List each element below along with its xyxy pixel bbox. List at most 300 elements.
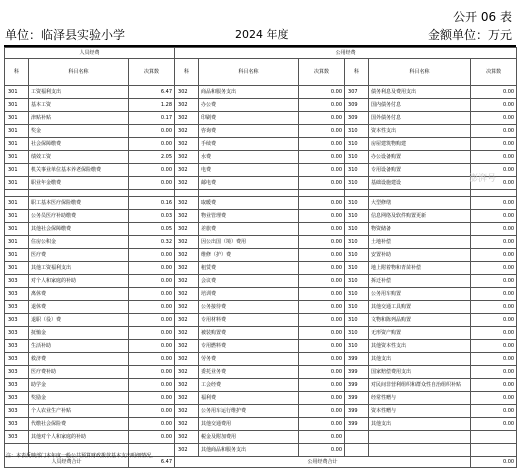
cell-code: 301 — [5, 151, 29, 164]
cell-code: 399 — [345, 392, 369, 405]
cell-name: 办公费 — [199, 99, 299, 112]
cell-name: 水费 — [199, 151, 299, 164]
cell-name: 个人农业生产补贴 — [29, 405, 129, 418]
cell-code: 399 — [345, 366, 369, 379]
cell-amount: 0.32 — [129, 236, 175, 249]
cell-code: 301 — [5, 210, 29, 223]
cell-amount: 0.00 — [299, 275, 345, 288]
table-row — [5, 392, 517, 405]
spacer-cell — [299, 190, 345, 197]
cell-code: 302 — [175, 327, 199, 340]
spacer-cell — [5, 190, 29, 197]
cell-code: 302 — [175, 405, 199, 418]
cell-amount: 0.00 — [129, 275, 175, 288]
table-row — [5, 164, 517, 177]
cell-name: 电费 — [199, 164, 299, 177]
cell-name: 绩效工资 — [29, 151, 129, 164]
cell-code: 302 — [175, 275, 199, 288]
table-row — [5, 249, 517, 262]
cell-code: 301 — [5, 262, 29, 275]
public-total-value: 0.00 — [471, 457, 517, 468]
cell-amount: 0.00 — [299, 314, 345, 327]
cell-amount: 0.00 — [129, 314, 175, 327]
cell-name: 公务用车运行维护费 — [199, 405, 299, 418]
spacer-cell — [29, 190, 129, 197]
cell-amount: 0.00 — [299, 301, 345, 314]
cell-amount: 0.00 — [471, 353, 517, 366]
spacer-cell — [129, 190, 175, 197]
expenditure-table — [4, 47, 517, 468]
cell-name: 工资福利支出 — [29, 86, 129, 99]
cell-name: 劳务费 — [199, 353, 299, 366]
cell-name: 地上附着物和青苗补偿 — [369, 262, 471, 275]
cell-name: 专用燃料费 — [199, 340, 299, 353]
cell-code: 303 — [5, 301, 29, 314]
spacer-cell — [471, 190, 517, 197]
cell-code: 309 — [345, 99, 369, 112]
table-row — [5, 138, 517, 151]
cell-name: 国外债务付息 — [369, 112, 471, 125]
cell-amount: 0.00 — [129, 392, 175, 405]
cell-code: 303 — [5, 392, 29, 405]
report-header — [0, 26, 522, 42]
cell-name: 拆迁补偿 — [369, 275, 471, 288]
cell-name: 其他社会保障缴费 — [29, 223, 129, 236]
cell-amount: 0.00 — [299, 418, 345, 431]
cell-name — [369, 431, 471, 444]
cell-amount: 0.00 — [129, 301, 175, 314]
table-row — [5, 99, 517, 112]
cell-amount: 0.00 — [129, 366, 175, 379]
table-row — [5, 86, 517, 99]
cell-name: 土地补偿 — [369, 236, 471, 249]
cell-name — [369, 444, 471, 457]
cell-code: 301 — [5, 86, 29, 99]
col-amount: 决算数 — [471, 59, 517, 86]
cell-name: 资本性赠与 — [369, 405, 471, 418]
cell-code: 310 — [345, 262, 369, 275]
cell-code: 301 — [5, 249, 29, 262]
cell-code: 301 — [5, 138, 29, 151]
cell-name: 助学金 — [29, 379, 129, 392]
cell-name: 对个人和家庭的补助 — [29, 275, 129, 288]
cell-amount: 0.00 — [299, 444, 345, 457]
table-row — [5, 151, 517, 164]
cell-code — [345, 444, 369, 457]
cell-amount: 0.00 — [299, 99, 345, 112]
cell-code: 302 — [175, 164, 199, 177]
cell-name: 其他交通费用 — [199, 418, 299, 431]
cell-code: 302 — [175, 112, 199, 125]
col-name: 科目名称 — [29, 59, 129, 86]
cell-code: 310 — [345, 223, 369, 236]
cell-name: 退休费 — [29, 301, 129, 314]
cell-amount: 0.00 — [129, 353, 175, 366]
cell-code: 310 — [345, 314, 369, 327]
cell-amount: 0.00 — [299, 288, 345, 301]
cell-code: 310 — [345, 327, 369, 340]
cell-code: 309 — [345, 112, 369, 125]
cell-name: 离休费 — [29, 288, 129, 301]
cell-amount: 0.00 — [129, 249, 175, 262]
cell-code: 302 — [175, 366, 199, 379]
cell-amount: 0.00 — [471, 262, 517, 275]
cell-code: 310 — [345, 301, 369, 314]
cell-name: 公务员医疗补助缴费 — [29, 210, 129, 223]
cell-amount: 0.05 — [129, 223, 175, 236]
table-row — [5, 418, 517, 431]
group-header-row — [5, 48, 517, 59]
cell-amount: 0.00 — [129, 262, 175, 275]
cell-name: 邮电费 — [199, 177, 299, 190]
cell-amount: 0.00 — [471, 164, 517, 177]
cell-amount: 0.00 — [471, 197, 517, 210]
personnel-total-value: 6.47 — [129, 457, 175, 468]
cell-code: 302 — [175, 379, 199, 392]
cell-amount: 0.00 — [129, 164, 175, 177]
table-row — [5, 210, 517, 223]
footnote: 注：本表反映部门本年度一般公共预算财政拨款基本支出明细情况。 — [6, 453, 157, 459]
cell-code: 303 — [5, 340, 29, 353]
cell-amount: 0.00 — [299, 236, 345, 249]
cell-name: 代缴社会保险费 — [29, 418, 129, 431]
cell-code: 303 — [5, 418, 29, 431]
cell-name: 培训费 — [199, 288, 299, 301]
cell-amount: 0.00 — [299, 223, 345, 236]
cell-amount: 0.00 — [129, 125, 175, 138]
cell-code: 302 — [175, 151, 199, 164]
cell-amount: 0.00 — [299, 164, 345, 177]
public-total-label: 公用经费合计 — [175, 457, 471, 468]
cell-name: 专用材料费 — [199, 314, 299, 327]
cell-name: 会议费 — [199, 275, 299, 288]
cell-name: 救济费 — [29, 353, 129, 366]
cell-name: 抚恤金 — [29, 327, 129, 340]
cell-code: 302 — [175, 249, 199, 262]
cell-amount: 0.00 — [471, 392, 517, 405]
cell-amount: 0.00 — [471, 288, 517, 301]
cell-code: 399 — [345, 379, 369, 392]
cell-amount: 0.00 — [471, 379, 517, 392]
cell-code: 302 — [175, 236, 199, 249]
cell-amount: 0.00 — [471, 223, 517, 236]
cell-code: 303 — [5, 431, 29, 444]
money-unit: 金额单位：万元 — [427, 28, 512, 42]
cell-name: 职业年金缴费 — [29, 177, 129, 190]
cell-amount: 0.00 — [299, 210, 345, 223]
table-row — [5, 327, 517, 340]
cell-code: 302 — [175, 138, 199, 151]
cell-amount: 0.00 — [129, 340, 175, 353]
cell-name: 大型修缮 — [369, 197, 471, 210]
col-code: 科 — [5, 59, 29, 86]
cell-code: 310 — [345, 125, 369, 138]
form-tag: 公开 06 表 — [453, 10, 512, 24]
cell-amount: 0.00 — [471, 366, 517, 379]
cell-amount: 0.00 — [129, 138, 175, 151]
cell-name: 其他交通工具购置 — [369, 301, 471, 314]
table-row — [5, 197, 517, 210]
col-code: 科 — [345, 59, 369, 86]
cell-amount: 0.00 — [129, 431, 175, 444]
cell-code: 302 — [175, 288, 199, 301]
cell-code: 303 — [5, 327, 29, 340]
cell-amount: 0.00 — [299, 392, 345, 405]
col-amount: 决算数 — [129, 59, 175, 86]
cell-amount: 0.00 — [129, 418, 175, 431]
cell-name: 资本性支出 — [369, 125, 471, 138]
cell-name: 其他商品和服务支出 — [199, 444, 299, 457]
cell-code: 302 — [175, 125, 199, 138]
cell-name: 无形资产购置 — [369, 327, 471, 340]
cell-name: 专用设备购置 — [369, 164, 471, 177]
cell-amount: 0.00 — [471, 236, 517, 249]
table-row — [5, 223, 517, 236]
cell-code: 302 — [175, 418, 199, 431]
cell-name: 安置补助 — [369, 249, 471, 262]
cell-amount: 0.00 — [299, 405, 345, 418]
spacer-cell — [175, 190, 199, 197]
cell-code: 310 — [345, 177, 369, 190]
cell-name: 商品和服务支出 — [199, 86, 299, 99]
cell-amount: 0.00 — [471, 418, 517, 431]
table-row — [5, 177, 517, 190]
cell-amount: 2.05 — [129, 151, 175, 164]
cell-amount: 0.00 — [299, 353, 345, 366]
cell-amount: 0.00 — [299, 262, 345, 275]
watermark: 澎湃号 — [468, 174, 496, 184]
column-header-row — [5, 59, 517, 86]
cell-code: 303 — [5, 366, 29, 379]
table-row — [5, 125, 517, 138]
cell-amount: 0.00 — [299, 177, 345, 190]
cell-name: 公务接待费 — [199, 301, 299, 314]
cell-code: 302 — [175, 177, 199, 190]
cell-code: 302 — [175, 301, 199, 314]
cell-code: 303 — [5, 275, 29, 288]
cell-amount: 0.00 — [471, 405, 517, 418]
cell-code: 310 — [345, 197, 369, 210]
cell-amount: 0.00 — [299, 86, 345, 99]
cell-name: 公务用车购置 — [369, 288, 471, 301]
cell-code: 302 — [175, 197, 199, 210]
cell-name: 物资储备 — [369, 223, 471, 236]
cell-code: 301 — [5, 99, 29, 112]
cell-name: 其他工资福利支出 — [29, 262, 129, 275]
cell-name: 退职（役）费 — [29, 314, 129, 327]
cell-code: 302 — [175, 340, 199, 353]
cell-amount: 0.17 — [129, 112, 175, 125]
cell-code: 301 — [5, 236, 29, 249]
cell-name: 债务利息及费用支出 — [369, 86, 471, 99]
cell-name: 被装购置费 — [199, 327, 299, 340]
group-personnel: 人员经费 — [5, 48, 175, 59]
cell-amount: 0.00 — [471, 138, 517, 151]
spacer-cell — [369, 190, 471, 197]
cell-amount: 0.00 — [299, 327, 345, 340]
cell-code: 303 — [5, 314, 29, 327]
cell-name: 委托业务费 — [199, 366, 299, 379]
cell-code: 302 — [175, 210, 199, 223]
col-name: 科目名称 — [369, 59, 471, 86]
cell-code: 303 — [5, 379, 29, 392]
table-row — [5, 379, 517, 392]
cell-code: 310 — [345, 288, 369, 301]
cell-name: 其他支出 — [369, 353, 471, 366]
cell-amount: 0.00 — [471, 210, 517, 223]
cell-amount: 0.00 — [299, 249, 345, 262]
spacer-cell — [345, 190, 369, 197]
spacer-cell — [199, 190, 299, 197]
cell-name: 医疗费补助 — [29, 366, 129, 379]
cell-code: 310 — [345, 151, 369, 164]
cell-code: 302 — [175, 223, 199, 236]
cell-code: 302 — [175, 314, 199, 327]
cell-name: 维修（护）费 — [199, 249, 299, 262]
cell-code: 301 — [5, 125, 29, 138]
cell-name: 奖励金 — [29, 392, 129, 405]
cell-amount: 0.00 — [299, 340, 345, 353]
cell-code: 302 — [175, 99, 199, 112]
cell-name: 税金及附加费用 — [199, 431, 299, 444]
table-row — [5, 314, 517, 327]
cell-amount: 0.00 — [471, 99, 517, 112]
cell-amount: 0.00 — [129, 405, 175, 418]
cell-name: 医疗费 — [29, 249, 129, 262]
cell-code: 303 — [5, 353, 29, 366]
cell-code: 310 — [345, 340, 369, 353]
cell-code: 301 — [5, 177, 29, 190]
cell-code: 302 — [175, 444, 199, 457]
cell-name: 生活补助 — [29, 340, 129, 353]
table-row — [5, 262, 517, 275]
personnel-total-label: 人员经费合计 — [5, 457, 129, 468]
cell-amount: 0.00 — [299, 125, 345, 138]
cell-code: 310 — [345, 275, 369, 288]
cell-name: 国内债务付息 — [369, 99, 471, 112]
cell-name: 其他资本性支出 — [369, 340, 471, 353]
cell-code: 310 — [345, 249, 369, 262]
cell-name: 差旅费 — [199, 223, 299, 236]
cell-amount: 0.00 — [471, 177, 517, 190]
cell-amount: 0.00 — [129, 177, 175, 190]
cell-amount: 0.00 — [471, 125, 517, 138]
cell-code — [345, 431, 369, 444]
report-year: 2024 年度 — [235, 28, 289, 41]
cell-name: 津贴补贴 — [29, 112, 129, 125]
cell-amount: 0.00 — [471, 340, 517, 353]
col-name: 科目名称 — [199, 59, 299, 86]
table-row — [5, 431, 517, 444]
table-row — [5, 353, 517, 366]
cell-name: 机关事业单位基本养老保险缴费 — [29, 164, 129, 177]
group-public: 公用经费 — [175, 48, 517, 59]
cell-amount: 0.00 — [299, 112, 345, 125]
cell-name: 基础设施建设 — [369, 177, 471, 190]
cell-name: 其他支出 — [369, 418, 471, 431]
cell-amount: 0.00 — [471, 301, 517, 314]
cell-code: 301 — [5, 223, 29, 236]
spacer-row — [5, 190, 517, 197]
cell-name: 因公出国（境）费用 — [199, 236, 299, 249]
table-row — [5, 301, 517, 314]
cell-code: 307 — [345, 86, 369, 99]
cell-name: 职工基本医疗保险缴费 — [29, 197, 129, 210]
cell-code: 301 — [5, 197, 29, 210]
cell-name: 印刷费 — [199, 112, 299, 125]
cell-code: 310 — [345, 210, 369, 223]
cell-amount: 0.00 — [299, 366, 345, 379]
table-row — [5, 340, 517, 353]
cell-name: 基本工资 — [29, 99, 129, 112]
cell-name: 社会保障缴费 — [29, 138, 129, 151]
cell-amount — [471, 444, 517, 457]
table-row — [5, 236, 517, 249]
cell-code: 310 — [345, 138, 369, 151]
cell-amount: 0.00 — [471, 275, 517, 288]
table-row — [5, 366, 517, 379]
cell-code: 399 — [345, 418, 369, 431]
col-code: 科 — [175, 59, 199, 86]
cell-amount: 0.00 — [129, 327, 175, 340]
cell-name: 租赁费 — [199, 262, 299, 275]
col-amount: 决算数 — [299, 59, 345, 86]
cell-name: 住房公积金 — [29, 236, 129, 249]
cell-amount: 0.00 — [471, 86, 517, 99]
table-row — [5, 405, 517, 418]
cell-code: 302 — [175, 353, 199, 366]
cell-name: 取暖费 — [199, 197, 299, 210]
table-row — [5, 275, 517, 288]
unit-name: 单位：临泽县实验小学 — [5, 28, 126, 42]
cell-code: 302 — [175, 392, 199, 405]
cell-amount: 0.00 — [299, 431, 345, 444]
cell-amount: 0.00 — [471, 314, 517, 327]
cell-amount: 0.00 — [299, 197, 345, 210]
cell-name: 国家赔偿费用支出 — [369, 366, 471, 379]
cell-name: 文物和陈列品购置 — [369, 314, 471, 327]
cell-amount: 1.28 — [129, 99, 175, 112]
cell-name: 奖金 — [29, 125, 129, 138]
cell-name: 手续费 — [199, 138, 299, 151]
cell-amount: 0.03 — [129, 210, 175, 223]
cell-name: 工会经费 — [199, 379, 299, 392]
cell-name: 信息网络及软件购置更新 — [369, 210, 471, 223]
cell-amount: 0.00 — [471, 327, 517, 340]
cell-amount: 0.00 — [129, 288, 175, 301]
table-row — [5, 288, 517, 301]
cell-code: 303 — [5, 405, 29, 418]
cell-name: 对民间非营利组织和群众性自治组织补贴 — [369, 379, 471, 392]
cell-amount: 6.47 — [129, 86, 175, 99]
cell-name: 房屋建筑物购建 — [369, 138, 471, 151]
cell-amount: 0.00 — [471, 151, 517, 164]
cell-amount: 0.16 — [129, 197, 175, 210]
cell-name: 咨询费 — [199, 125, 299, 138]
cell-code: 302 — [175, 431, 199, 444]
cell-amount: 0.00 — [299, 138, 345, 151]
cell-code: 303 — [5, 288, 29, 301]
cell-amount: 0.00 — [129, 379, 175, 392]
cell-name: 物业管理费 — [199, 210, 299, 223]
table-row — [5, 112, 517, 125]
cell-code: 302 — [175, 262, 199, 275]
cell-name: 其他对个人和家庭的补助 — [29, 431, 129, 444]
cell-amount: 0.00 — [299, 379, 345, 392]
cell-name: 经常性赠与 — [369, 392, 471, 405]
cell-name: 办公设备购置 — [369, 151, 471, 164]
cell-code: 302 — [175, 86, 199, 99]
